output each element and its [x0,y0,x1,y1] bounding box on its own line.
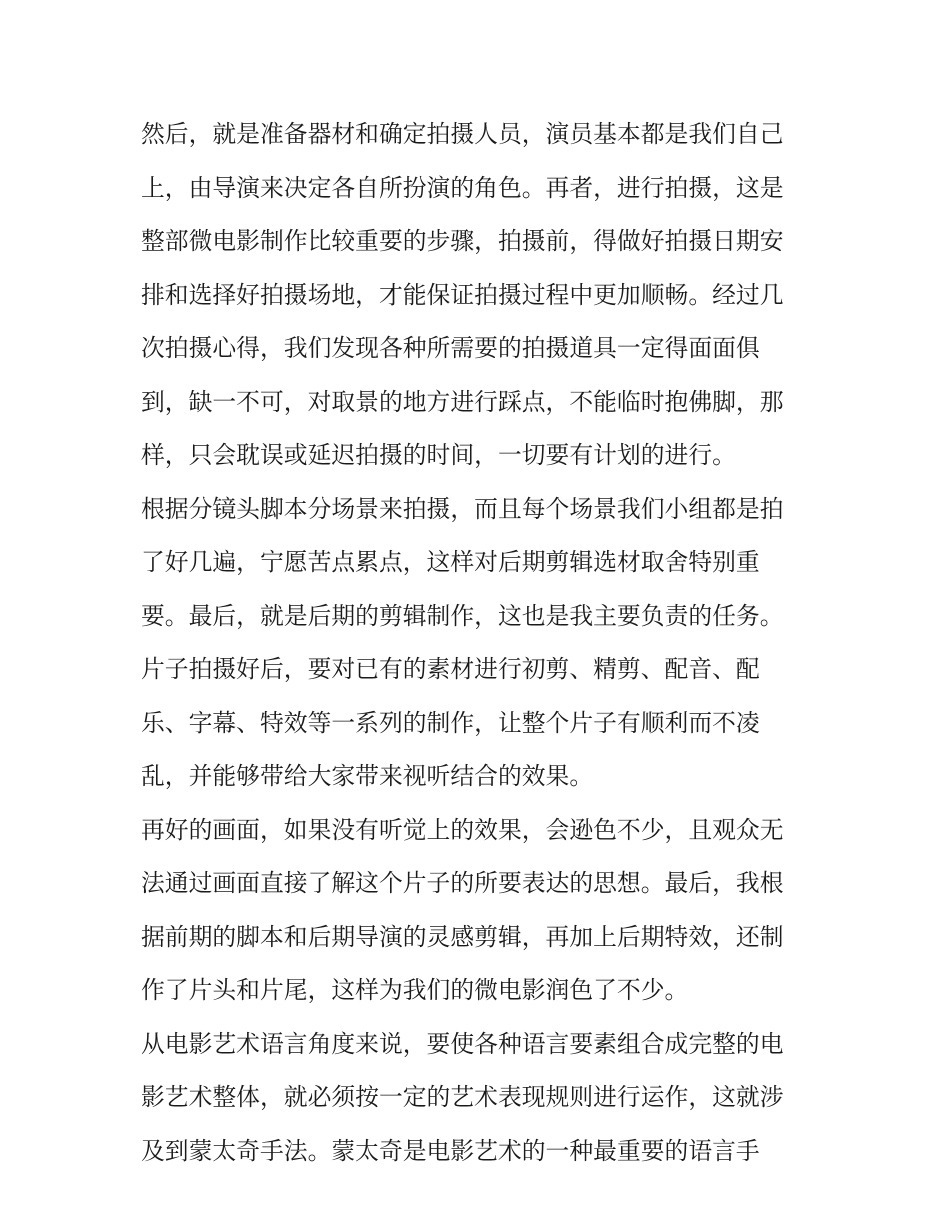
text-line: 影艺术整体，就必须按一定的艺术表现规则进行运作，这就涉 [141,1083,784,1111]
paragraph [141,1018,821,1179]
text-line: 再好的画面，如果没有听觉上的效果，会逊色不少，且观众无 [141,815,784,844]
text-line: 乱，并能够带给大家带来视听结合的效果。 [141,762,594,790]
text-line: 要。最后，就是后期的剪辑制作，这也是我主要负责的任务。 [141,601,784,630]
text-line: 了好几遍，宁愿苦点累点，这样对后期剪辑选材取舍特别重 [141,548,760,576]
text-line: 乐、字幕、特效等一系列的制作，让整个片子有顺利而不凌 [141,708,760,737]
text-line: 排和选择好拍摄场地，才能保证拍摄过程中更加顺畅。经过几 [141,280,784,309]
text-line: 法通过画面直接了解这个片子的所要表达的思想。最后，我根 [141,869,784,897]
text-line: 据前期的脚本和后期导演的灵感剪辑，再加上后期特效，还制 [141,922,784,951]
text-line: 整部微电影制作比较重要的步骤，拍摄前，得做好拍摄日期安 [141,227,784,255]
paragraph [141,804,821,1018]
text-line: 片子拍摄好后，要对已有的素材进行初剪、精剪、配音、配 [141,655,760,683]
text-line: 样，只会耽误或延迟拍摄的时间，一切要有计划的进行。 [141,441,736,469]
text-line: 然后，就是准备器材和确定拍摄人员，演员基本都是我们自己 [141,120,784,148]
document-body [141,108,821,1178]
text-line: 根据分镜头脚本分场景来拍摄，而且每个场景我们小组都是拍 [141,494,784,523]
text-line: 从电影艺术语言角度来说，要使各种语言要素组合成完整的电 [141,1029,784,1058]
text-line: 到，缺一不可，对取景的地方进行踩点，不能临时抱佛脚，那 [141,387,784,416]
text-line: 次拍摄心得，我们发现各种所需要的拍摄道具一定得面面俱 [141,334,760,362]
paragraph [141,483,821,804]
text-line: 上，由导演来决定各自所扮演的角色。再者，进行拍摄，这是 [141,173,784,202]
paragraph [141,108,821,483]
text-line: 及到蒙太奇手法。蒙太奇是电影艺术的一种最重要的语言手 [141,1136,760,1165]
text-line: 作了片头和片尾，这样为我们的微电影润色了不少。 [141,976,689,1004]
